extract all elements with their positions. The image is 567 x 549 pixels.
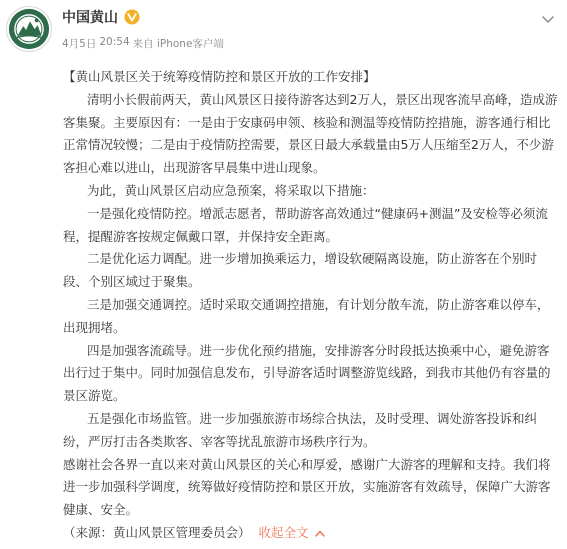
avatar[interactable] <box>6 6 52 52</box>
post-footer <box>63 522 561 545</box>
post-paragraph: 三是加强交通调控。适时采取交通调控措施，有计划分散车流，防止游客难以停车，出现拥堵。 <box>63 296 550 335</box>
huangshan-seal-logo <box>7 7 51 51</box>
post-paragraph: 感谢社会各界一直以来对黄山风景区的关心和厚爱，感谢广大游客的理解和支持。我们将进一步加强科学调度，统筹做好疫情防控和景区开放，实施游客有效疏导，保障广大游客健康、安全。 <box>63 456 551 518</box>
post-paragraph: 五是强化市场监管。进一步加强旅游市场综合执法，及时受理、调处游客投诉和纠纷，严厉打击各类欺客、宰客等扰乱旅游市场秩序行为。 <box>63 410 538 449</box>
author-row <box>62 7 140 27</box>
author-name[interactable]: 中国黄山 <box>62 10 118 26</box>
post-time: 20:54 <box>99 36 130 48</box>
post-paragraph: 清明小长假前两天，黄山风景区日接待游客达到2万人，景区出现客流早高峰，造成游客集聚。主要原因有：一是由于安康码申领、核验和测温等疫情防控措施，游客通行相比正常情况较慢；二是由于疫情防控需要，景区日最大承载量由5万人压缩至2万人，不少游客担心难以进山，出现游客早晨集中进山现象。 <box>63 91 558 176</box>
post-paragraph: 二是优化运力调配。进一步增加换乘运力，增设软硬隔离设施，防止游客在个别时段、个别区域过于聚集。 <box>63 251 538 290</box>
post-source: 来自 iPhone客户端 <box>132 38 224 50</box>
collapse-button[interactable] <box>259 525 325 540</box>
post-paragraph: 四是加强客流疏导。进一步优化预约措施，安排游客分时段抵达换乘中心，避免游客出行过于集中。同时加强信息发布，引导游客适时调整游览线路，到我市其他仍有容量的景区游览。 <box>63 342 551 404</box>
source-note: （来源：黄山风景区管理委员会） <box>63 524 251 540</box>
post-title: 【黄山风景区关于统筹疫情防控和景区开放的工作安排】 <box>63 69 376 84</box>
collapse-label: 收起全文 <box>258 524 309 540</box>
verified-icon <box>124 9 140 25</box>
chevron-down-icon[interactable] <box>539 10 557 28</box>
post-paragraph: 一是强化疫情防控。增派志愿者，帮助游客高效通过“健康码+测温”及安检等必须流程，提醒游客按规定佩戴口罩，并保持安全距离。 <box>63 205 548 244</box>
post-meta <box>62 36 224 51</box>
post-date[interactable]: 4月5日 <box>62 38 97 50</box>
post-paragraph: 为此，黄山风景区启动应急预案，将采取以下措施： <box>87 182 375 198</box>
post-body <box>63 66 561 545</box>
chevron-up-icon <box>315 530 325 537</box>
